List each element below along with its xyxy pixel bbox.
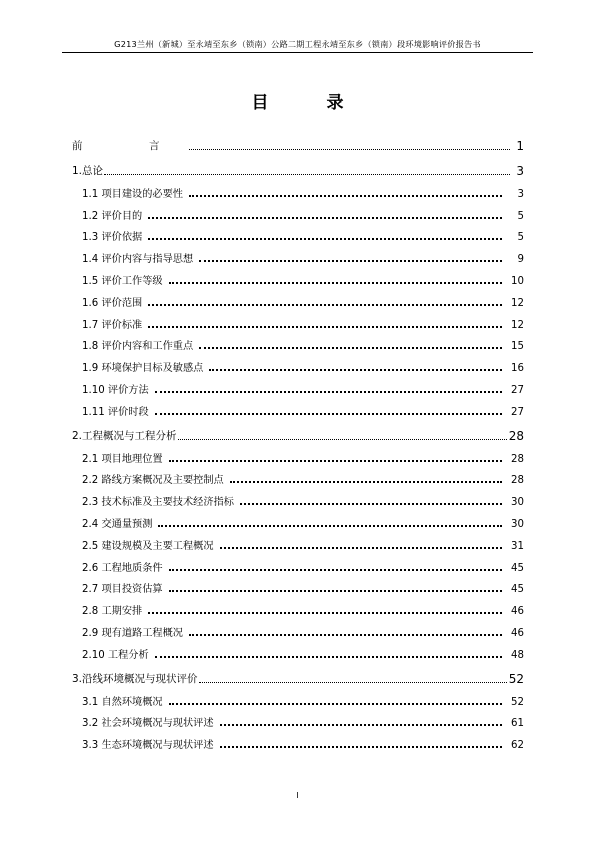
toc-entry-page: 46 xyxy=(511,627,524,639)
toc-entry-page: 5 xyxy=(517,232,524,244)
dot-leader xyxy=(220,713,502,726)
toc-entry-title: 3.沿线环境概况与现状评价 xyxy=(72,672,198,685)
toc-section-entry[interactable] xyxy=(72,508,524,530)
table-of-contents xyxy=(72,128,524,751)
dot-leader xyxy=(199,249,502,262)
toc-entry-title: 2.6 工程地质条件 xyxy=(82,562,163,574)
dot-leader xyxy=(169,558,502,571)
toc-section-entry[interactable] xyxy=(72,729,524,751)
toc-entry-title: 1.11 评价时段 xyxy=(82,406,149,418)
dot-leader xyxy=(158,514,502,527)
toc-entry-page: 30 xyxy=(511,518,524,530)
toc-entry-title: 2.9 现有道路工程概况 xyxy=(82,627,183,639)
dot-leader xyxy=(169,449,502,462)
dot-leader xyxy=(155,645,502,658)
dot-leader xyxy=(230,470,502,483)
toc-section-entry[interactable] xyxy=(72,265,524,287)
toc-entry-page: 27 xyxy=(511,384,524,396)
dot-leader xyxy=(169,579,502,592)
header-divider xyxy=(62,52,533,53)
toc-entry-title: 2.5 建设规模及主要工程概况 xyxy=(82,540,214,552)
toc-entry-title: 1.9 环境保护目标及敏感点 xyxy=(82,363,204,375)
toc-entry-title: 1.6 评价范围 xyxy=(82,297,143,309)
dot-leader xyxy=(220,536,502,549)
toc-entry-page: 45 xyxy=(511,562,524,574)
toc-chapter-entry[interactable] xyxy=(72,664,524,686)
toc-entry-page: 48 xyxy=(511,649,524,661)
dot-leader xyxy=(209,358,502,371)
dot-leader xyxy=(104,164,510,175)
toc-section-entry[interactable] xyxy=(72,374,524,396)
dot-leader xyxy=(148,293,502,306)
toc-entry-title: 2.2 路线方案概况及主要控制点 xyxy=(82,475,224,487)
toc-section-entry[interactable] xyxy=(72,530,524,552)
dot-leader xyxy=(169,692,502,705)
toc-entry-page: 30 xyxy=(511,497,524,509)
page-title: 目 录 xyxy=(251,93,370,113)
dot-leader xyxy=(155,380,502,393)
toc-section-entry[interactable] xyxy=(72,352,524,374)
toc-entry-title: 1.1 项目建设的必要性 xyxy=(82,188,183,200)
toc-entry-title: 前 言 xyxy=(72,140,188,152)
toc-section-entry[interactable] xyxy=(72,396,524,418)
dot-leader xyxy=(148,315,502,328)
toc-entry-page: 12 xyxy=(511,297,524,309)
toc-entry-page: 15 xyxy=(511,341,524,353)
dot-leader xyxy=(148,227,502,240)
toc-entry-title: 2.7 项目投资估算 xyxy=(82,584,163,596)
dot-leader xyxy=(199,336,502,349)
dot-leader xyxy=(199,672,507,683)
toc-section-entry[interactable] xyxy=(72,552,524,574)
toc-entry-title: 2.8 工期安排 xyxy=(82,606,143,618)
page-number: I xyxy=(296,791,299,800)
running-header: G213兰州（新城）至永靖至东乡（锁南）公路二期工程永靖至东乡（锁南）段环境影响评价报告书 xyxy=(114,39,481,49)
toc-entry-page: 46 xyxy=(511,606,524,618)
toc-chapter-entry[interactable] xyxy=(72,131,524,153)
dot-leader xyxy=(155,402,502,415)
dot-leader xyxy=(148,601,502,614)
dot-leader xyxy=(189,623,502,636)
toc-section-entry[interactable] xyxy=(72,243,524,265)
toc-entry-title: 2.1 项目地理位置 xyxy=(82,453,163,465)
toc-entry-title: 1.3 评价依据 xyxy=(82,232,143,244)
toc-section-entry[interactable] xyxy=(72,309,524,331)
toc-entry-title: 2.3 技术标准及主要技术经济指标 xyxy=(82,497,234,509)
toc-section-entry[interactable] xyxy=(72,200,524,222)
toc-chapter-entry[interactable] xyxy=(72,156,524,178)
toc-entry-title: 1.2 评价目的 xyxy=(82,210,143,222)
toc-section-entry[interactable] xyxy=(72,708,524,730)
toc-entry-page: 62 xyxy=(511,740,524,752)
toc-entry-title: 3.2 社会环境概况与现状评述 xyxy=(82,718,214,730)
toc-entry-page: 9 xyxy=(517,254,524,266)
toc-entry-title: 2.工程概况与工程分析 xyxy=(72,429,177,442)
toc-section-entry[interactable] xyxy=(72,595,524,617)
toc-entry-title: 3.1 自然环境概况 xyxy=(82,696,163,708)
toc-entry-title: 1.10 评价方法 xyxy=(82,384,149,396)
toc-section-entry[interactable] xyxy=(72,639,524,661)
toc-entry-page: 1 xyxy=(516,139,524,153)
toc-entry-title: 1.5 评价工作等级 xyxy=(82,275,163,287)
toc-section-entry[interactable] xyxy=(72,178,524,200)
toc-section-entry[interactable] xyxy=(72,574,524,596)
toc-entry-page: 3 xyxy=(517,188,524,200)
toc-entry-page: 27 xyxy=(511,406,524,418)
toc-entry-title: 3.3 生态环境概况与现状评述 xyxy=(82,740,214,752)
dot-leader xyxy=(189,184,502,197)
dot-leader xyxy=(220,735,502,748)
toc-entry-title: 1.总论 xyxy=(72,165,104,177)
toc-entry-title: 1.7 评价标准 xyxy=(82,319,143,331)
toc-entry-page: 52 xyxy=(511,696,524,708)
toc-entry-page: 28 xyxy=(511,453,524,465)
toc-entry-title: 2.4 交通量预测 xyxy=(82,518,153,530)
toc-entry-page: 10 xyxy=(511,275,524,287)
toc-entry-title: 2.10 工程分析 xyxy=(82,649,149,661)
toc-entry-title: 1.8 评价内容和工作重点 xyxy=(82,341,194,353)
toc-section-entry[interactable] xyxy=(72,617,524,639)
toc-entry-page: 12 xyxy=(511,319,524,331)
dot-leader xyxy=(169,271,502,284)
toc-entry-page: 45 xyxy=(511,584,524,596)
dot-leader xyxy=(178,429,507,440)
toc-entry-page: 52 xyxy=(508,671,524,686)
toc-section-entry[interactable] xyxy=(72,287,524,309)
toc-entry-title: 1.4 评价内容与指导思想 xyxy=(82,254,194,266)
dot-leader xyxy=(240,492,502,505)
toc-entry-page: 31 xyxy=(511,540,524,552)
toc-entry-page: 5 xyxy=(517,210,524,222)
toc-section-entry[interactable] xyxy=(72,443,524,465)
toc-entry-page: 16 xyxy=(511,363,524,375)
toc-section-entry[interactable] xyxy=(72,465,524,487)
toc-section-entry[interactable] xyxy=(72,222,524,244)
toc-entry-page: 28 xyxy=(511,475,524,487)
toc-entry-page: 28 xyxy=(508,428,524,443)
dot-leader xyxy=(189,139,511,150)
toc-entry-page: 61 xyxy=(511,718,524,730)
dot-leader xyxy=(148,206,502,219)
toc-entry-page: 3 xyxy=(516,164,524,178)
toc-section-entry[interactable] xyxy=(72,486,524,508)
toc-section-entry[interactable] xyxy=(72,686,524,708)
toc-section-entry[interactable] xyxy=(72,331,524,353)
toc-chapter-entry[interactable] xyxy=(72,421,524,443)
